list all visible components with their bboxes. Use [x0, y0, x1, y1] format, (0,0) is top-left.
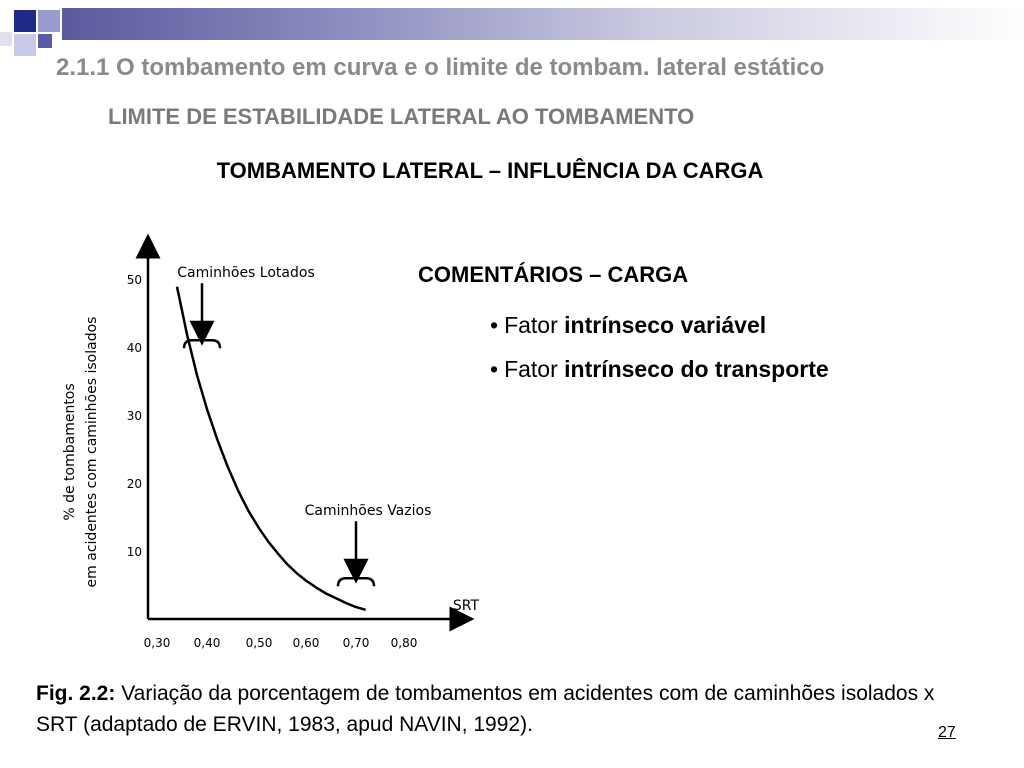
- list-item: • Fator intrínseco do transporte: [490, 356, 829, 382]
- annotation-bracket: [338, 578, 374, 586]
- section-title: 2.1.1 O tombamento em curva e o limite de tombam. lateral estático: [56, 54, 825, 81]
- comments-title: COMENTÁRIOS – CARGA: [418, 262, 689, 287]
- page-number: 27: [938, 724, 956, 741]
- chart-annotations: [177, 265, 431, 586]
- y-tick-label: 20: [126, 477, 142, 491]
- x-tick-label: 0,30: [143, 636, 171, 650]
- bullet-prefix: Fator: [504, 312, 565, 338]
- x-tick-label: 0,70: [342, 636, 370, 650]
- bullet-emphasis: intrínseco variável: [564, 312, 767, 338]
- annotation-loaded-trucks: [177, 265, 314, 348]
- chart-axes: [148, 246, 462, 619]
- y-tick-label: 30: [126, 409, 142, 423]
- slide-subtitle: LIMITE DE ESTABILIDADE LATERAL AO TOMBAMENTO: [108, 104, 695, 129]
- caption-text: Variação da porcentagem de tombamentos em acidentes com de caminhões isolados x SRT (adaptado de ERVIN, 1983, apud NAVIN, 1992).: [36, 682, 935, 736]
- annotation-empty-trucks: [305, 503, 432, 586]
- y-tick-label: 50: [126, 273, 142, 287]
- y-axis-label: % de tombamentos em acidentes com caminhões isolados: [62, 316, 100, 588]
- bullet-emphasis: intrínseco do transporte: [564, 356, 829, 382]
- x-tick-label: 0,50: [245, 636, 273, 650]
- list-item: • Fator intrínseco variável: [490, 312, 767, 338]
- comments-list: [490, 312, 829, 400]
- annotation-label: Caminhões Vazios: [304, 503, 432, 520]
- srt-curve: [177, 287, 366, 610]
- bullet-prefix: Fator: [504, 356, 565, 382]
- figure-caption: [36, 678, 936, 740]
- x-tick-label: 0,60: [292, 636, 320, 650]
- y-tick-label: 10: [126, 545, 142, 559]
- annotation-label: Caminhões Lotados: [177, 265, 315, 282]
- chart-series: [177, 287, 366, 610]
- x-tick-label: 0,80: [390, 636, 418, 650]
- y-tick-label: 40: [126, 341, 142, 355]
- slide-heading: TOMBAMENTO LATERAL – INFLUÊNCIA DA CARGA: [216, 158, 764, 183]
- x-tick-label: 0,40: [193, 636, 221, 650]
- chart-ticks: [62, 273, 480, 650]
- x-axis-label: SRT: [452, 598, 480, 614]
- caption-label: Fig. 2.2:: [36, 682, 116, 705]
